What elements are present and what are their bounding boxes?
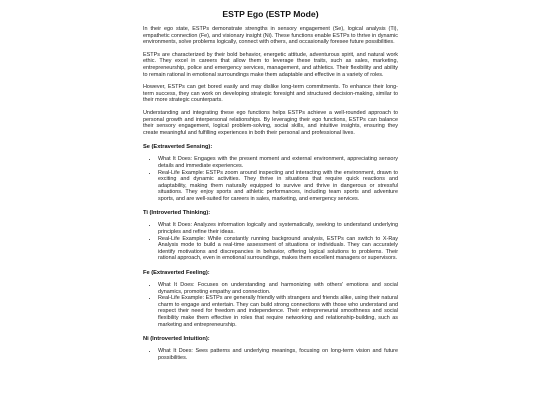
list-item: • Real-Life Example: ESTPs zoom around inspecting and interacting with the environment, drawn to exciting and dynamic activities. They thrive in situations that require quick reactions and adaptability, making them naturally equipped to survive and thrive in dangerous or stressful situations. They enjoy sports and athletic performances, including team sports and adventure sports, and are well-suited for careers in sales, marketing, and emergency services. xyxy=(158,170,398,203)
section-list-ni xyxy=(143,348,398,361)
section-list-fe xyxy=(143,282,398,328)
section-list-ti xyxy=(143,222,398,262)
intro-paragraph: However, ESTPs can get bored easily and may dislike long-term commitments. To enhance their long-term success, they can work on developing strategic foresight and structured decision-making, similar to their more strategic counterparts. xyxy=(143,84,398,104)
section-heading-se: Se (Extraverted Sensing): xyxy=(143,144,213,151)
list-item: • What It Does: Focuses on understanding and harmonizing with others' emotions and social dynamics, promoting empathy and connection. xyxy=(158,282,398,295)
page-title: ESTP Ego (ESTP Mode) xyxy=(222,9,319,19)
section-heading-fe: Fe (Extraverted Feeling): xyxy=(143,270,210,277)
intro-paragraph: Understanding and integrating these ego functions helps ESTPs achieve a well-rounded approach to personal growth and interpersonal relationships. By leveraging their ego functions, ESTPs can balance their sensory engagement, logical problem-solving, social skills, and intuitive insights, ensuring they create meaningful and fulfilling experiences in both their personal and professional lives. xyxy=(143,109,398,136)
section-heading-ni: Ni (Introverted Intuition): xyxy=(143,336,210,343)
intro-paragraph: ESTPs are characterized by their bold behavior, energetic attitude, adventurous spirit, and natural work ethic. They excel in careers that allow them to leverage these traits, such as sales, marketing, entrepreneurship, police and emergency services, management, and athletics. Their flexibility and ability to remain rational in emotional surroundings make them adaptable and effective in a variety of roles. xyxy=(143,51,398,78)
list-item: • What It Does: Sees patterns and underlying meanings, focusing on long-term vision and future possibilities. xyxy=(158,348,398,361)
list-item: • What It Does: Engages with the present moment and external environment, appreciating sensory details and immediate experiences. xyxy=(158,156,398,169)
intro-paragraph: In their ego state, ESTPs demonstrate strengths in sensory engagement (Se), logical analysis (Ti), empathetic connection (Fe), and visionary insight (Ni). These functions enable ESTPs to thrive in dynamic environments, solve problems logically, connect with others, and occasionally foresee future possibilities. xyxy=(143,26,398,46)
list-item: • What It Does: Analyzes information logically and systematically, seeking to understand underlying principles and refine their ideas. xyxy=(158,222,398,235)
section-heading-ti: Ti (Introverted Thinking): xyxy=(143,210,211,217)
list-item: • Real-Life Example: ESTPs are generally friendly with strangers and friends alike, using their natural charm to engage and entertain. They can build strong connections with those who understand and respect their need for freedom and independence. Their entrepreneurial smoothness and social flexibility make them effective in roles that require networking and relationship-building, such as marketing and entrepreneurship. xyxy=(158,295,398,328)
list-item: • Real-Life Example: While constantly running background analysis, ESTPs can switch to X-Ray Analysis mode to build a real-time assessment of situations or individuals. They can accurately identify motivations and discrepancies in behavior, offering logical solutions to problems. Their rational approach, even in emotional surroundings, makes them excellent managers or supervisors. xyxy=(158,236,398,262)
section-list-se xyxy=(143,156,398,202)
